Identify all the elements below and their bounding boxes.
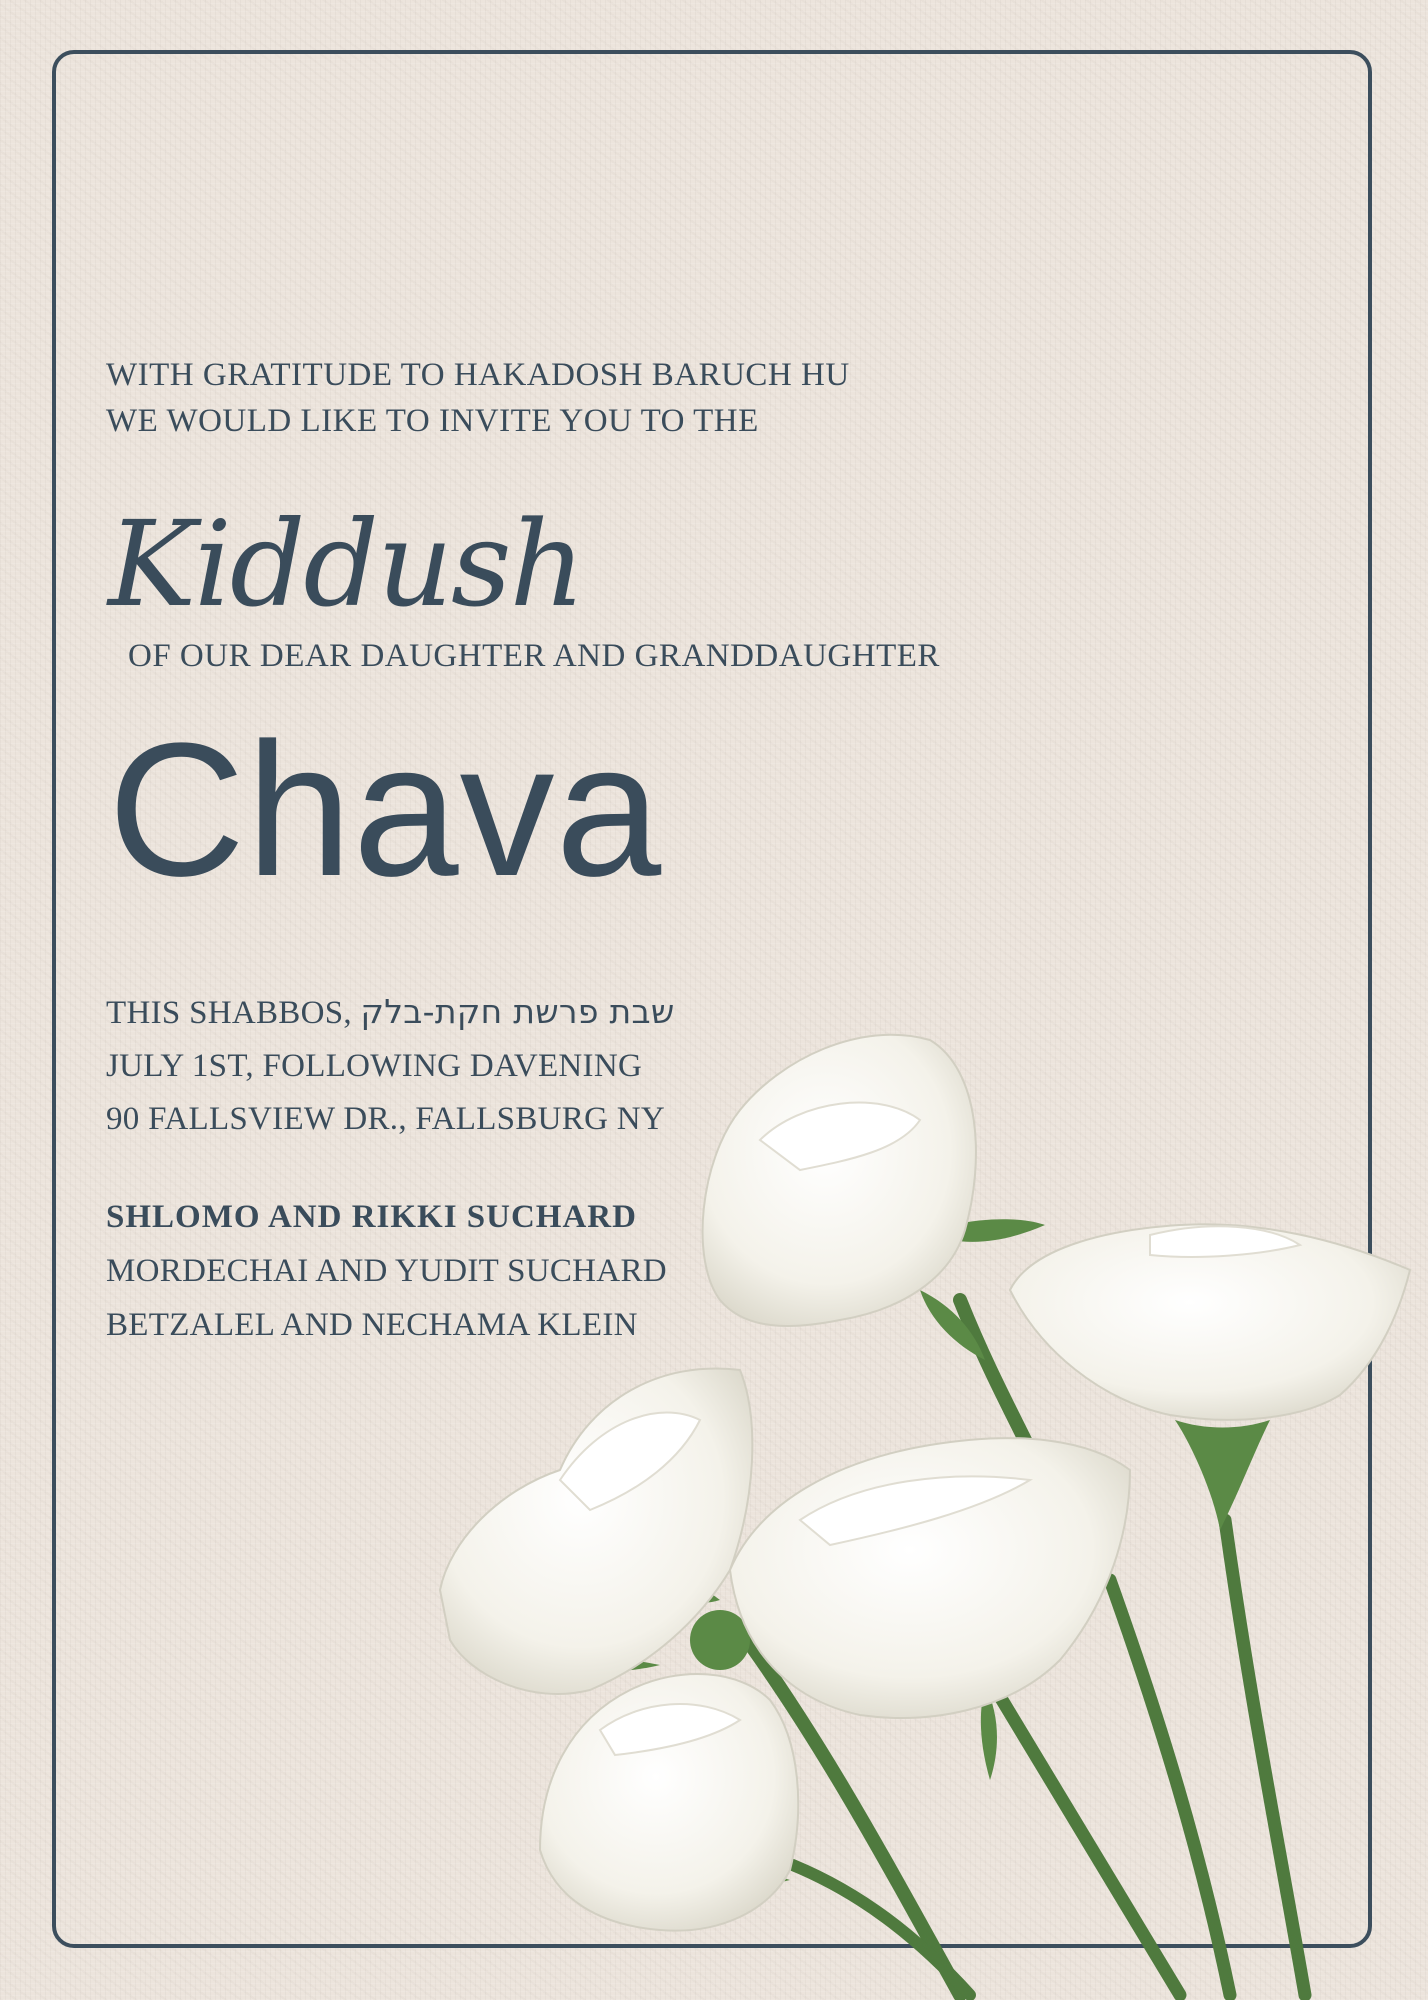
stem-5 [990,1680,1180,1995]
stem-2 [1110,1580,1230,1995]
details-line-1-hebrew: שבת פרשת חקת-בלק [360,992,675,1031]
host-line-1: SHLOMO AND RIKKI SUCHARD [106,1199,637,1235]
host-line-2: MORDECHAI AND YUDIT SUCHARD [106,1253,667,1289]
details-line-2: JULY 1ST, FOLLOWING DAVENING [106,1048,643,1084]
subtitle: OF OUR DEAR DAUGHTER AND GRANDDAUGHTER [128,638,940,674]
sepal-3 [1175,1420,1270,1530]
honoree-name: Chava [108,704,663,916]
intro-line-2: WE WOULD LIKE TO INVITE YOU TO THE [106,403,759,439]
stem-3 [1225,1520,1305,1995]
host-line-3: BETZALEL AND NECHAMA KLEIN [106,1307,638,1343]
rose-base-1 [690,1610,750,1670]
details-line-3: 90 FALLSVIEW DR., FALLSBURG NY [106,1101,666,1137]
details-line-1-english: THIS SHABBOS, [106,995,361,1031]
rose-head-top [703,1035,976,1326]
intro-line-1: WITH GRATITUDE TO HAKADOSH BARUCH HU [106,357,850,393]
event-title: Kiddush [108,495,584,633]
